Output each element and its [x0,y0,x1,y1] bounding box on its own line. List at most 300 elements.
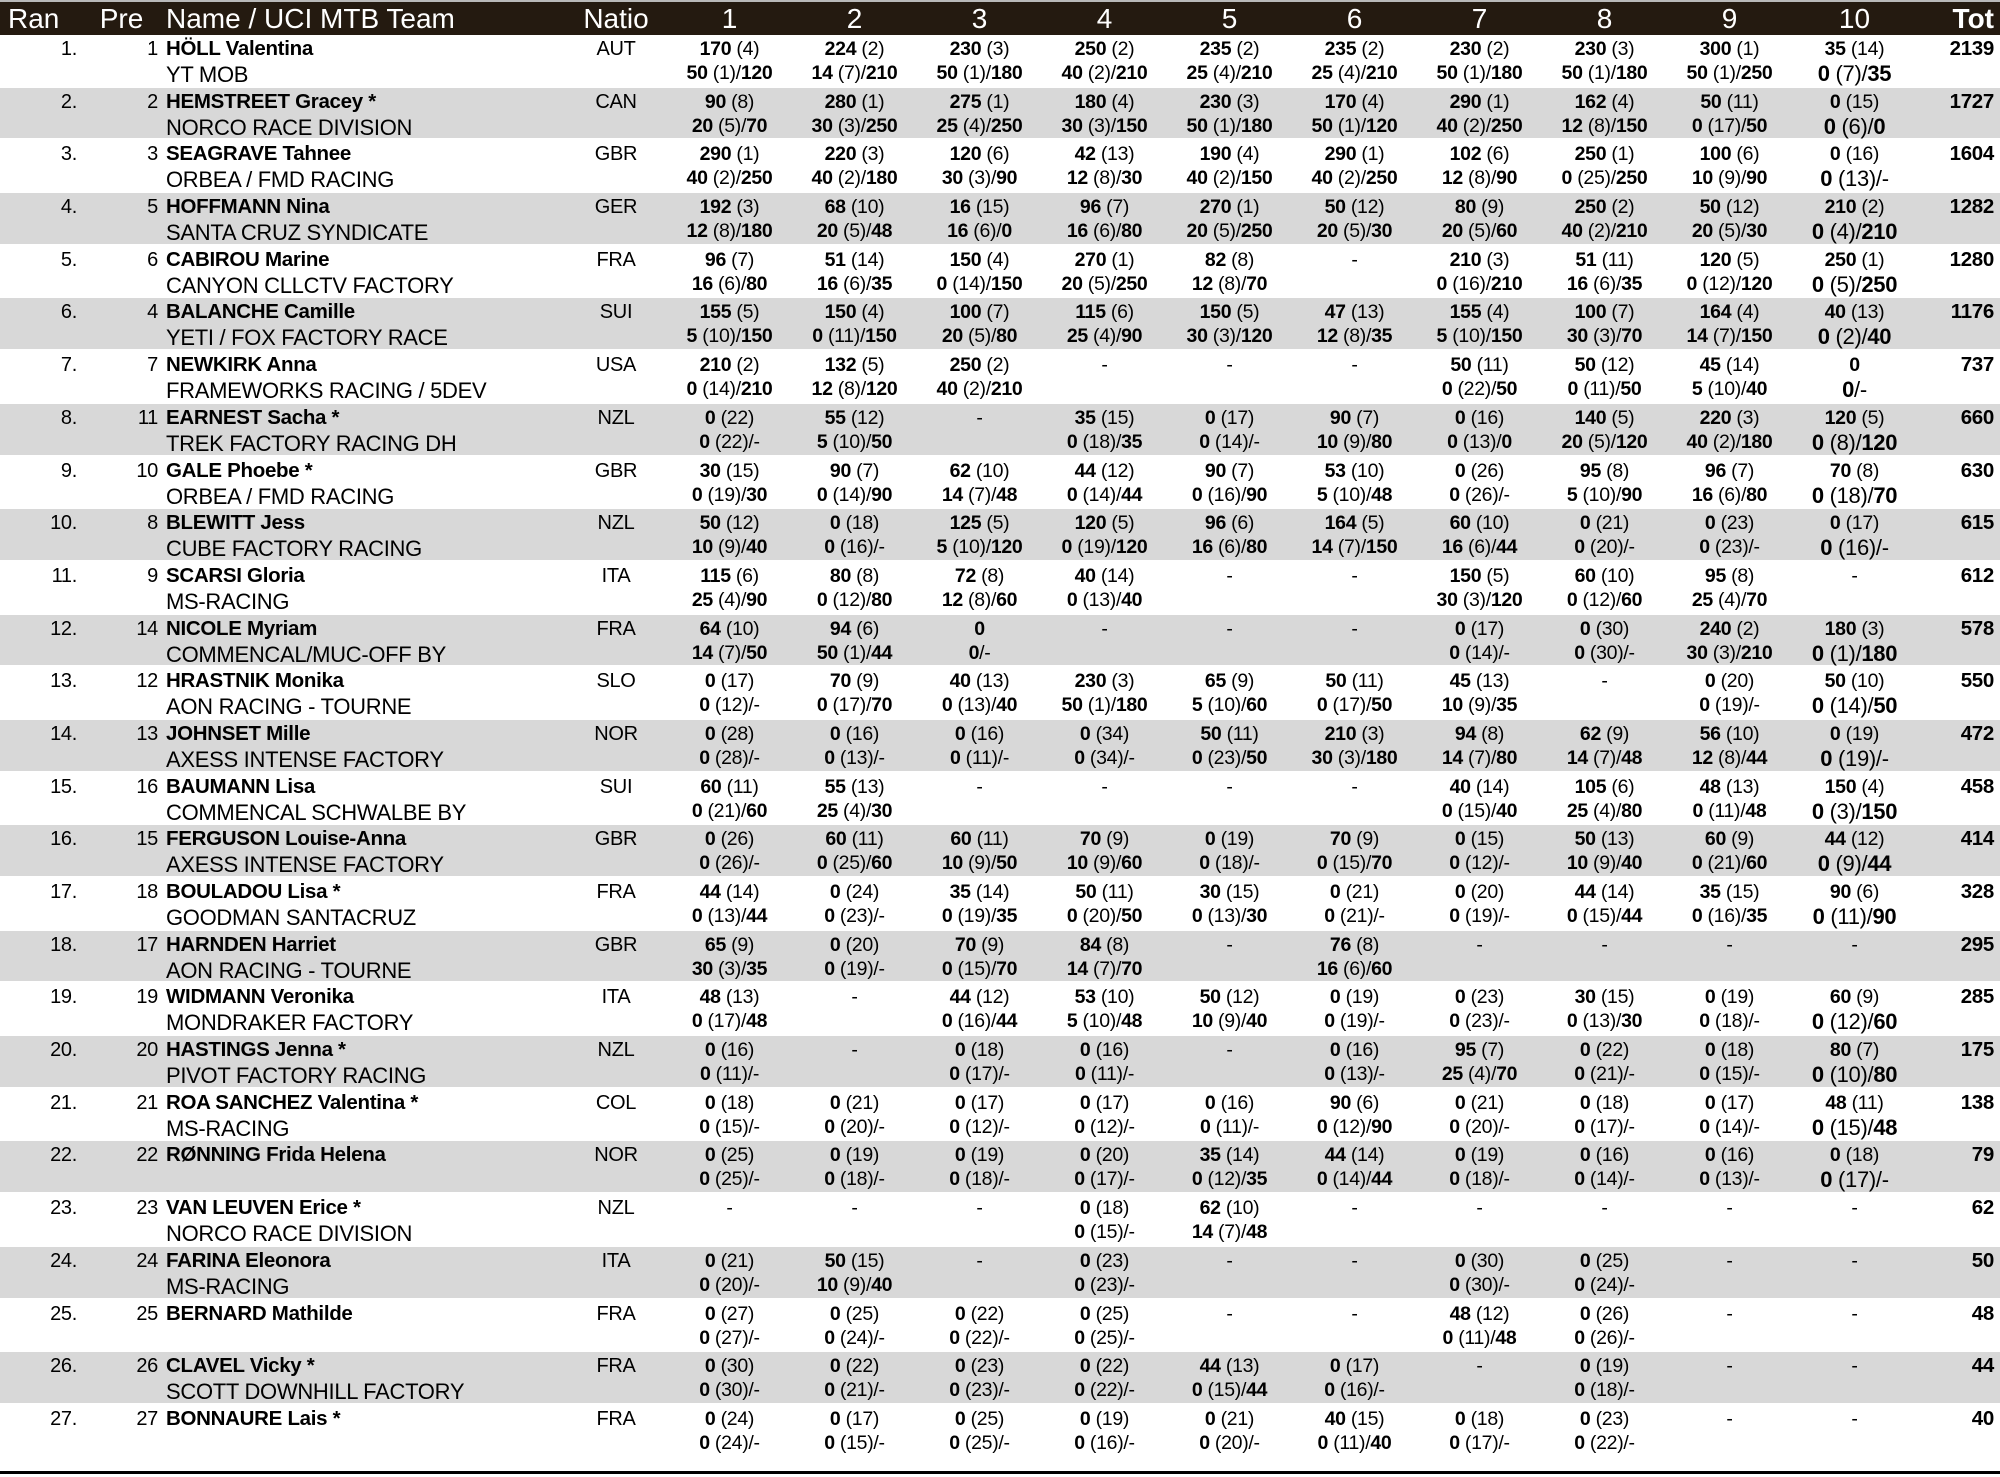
round-points-line2: 0 (12)/80 [816,588,893,611]
prev-rank-cell: 11 [137,406,158,429]
round-points-line1: 0 (25) [1579,1249,1630,1272]
round-points-line2: 30 (3)/120 [1186,325,1273,348]
nationality-cell: NZL [597,512,635,535]
total-cell: 1727 [1949,89,1994,113]
round-3-cell [917,142,1042,191]
table-row [0,404,2000,457]
round-points-line2: 0 (17)/- [1574,1115,1635,1138]
round-points-line2: 0 (16)/- [1820,535,1889,561]
round-points-line1: 280 (1) [824,90,885,113]
round-points-line1: - [1726,933,1733,956]
round-points-line1: 50 (12) [1574,354,1635,377]
table-row [0,140,2000,193]
table-row [0,562,2000,615]
round-points-line1: 44 (12) [949,986,1010,1009]
round-points-line2: 12 (8)/35 [1316,325,1393,348]
round-points-line1: - [1601,933,1608,956]
round-9-cell [1667,1302,1792,1326]
round-points-line1: 0 (19) [1204,828,1255,851]
prev-rank-cell: 3 [147,143,158,166]
round-points-line1: 40 (14) [1074,564,1135,587]
round-points-line1: 0 (17) [1079,1091,1130,1114]
round-points-line2: 5 (10)/48 [1066,1010,1143,1033]
round-8-cell [1542,1354,1667,1403]
round-points-line1: 0 (16) [1079,1039,1130,1062]
rider-name: CLAVEL Vicky * [166,1354,315,1378]
round-points-line2: 0 (18)/- [1449,1168,1510,1191]
round-points-line2: 14 (7)/48 [941,483,1018,506]
round-points-line2: 30 (3)/90 [941,167,1018,190]
round-points-line2: 25 (4)/250 [936,114,1023,137]
round-points-line1: 180 (3) [1824,617,1885,640]
table-body [0,35,2000,1458]
round-points-line1: 0 (15) [1454,828,1505,851]
rider-name: HASTINGS Jenna * [166,1038,346,1062]
round-points-line2: 0 (13)/44 [691,905,768,927]
name-team-cell [160,1407,565,1431]
round-points-line1: 192 (3) [699,196,760,219]
nationality-cell: ITA [601,564,631,587]
total-cell: 40 [1971,1406,1994,1430]
rank-cell: 17. [50,881,77,903]
round-points-line2: 0 (17)/48 [691,1010,768,1033]
round-points-line2: 40 (2)/210 [1561,220,1648,243]
round-points-line2: 20 (5)/120 [1561,430,1648,453]
round-points-line2: 16 (6)/35 [816,272,893,295]
nationality-cell: NZL [597,1197,635,1220]
round-points-line2: 0 (23)/- [1074,1273,1135,1296]
team-name: MS-RACING [166,1115,290,1141]
round-5-cell [1167,195,1292,244]
name-team-cell [160,1038,565,1089]
nationality-cell: COL [595,1091,637,1114]
round-3-cell [917,300,1042,349]
team-name: AON RACING - TOURNE [166,957,412,983]
round-points-line1: 50 (11) [1200,722,1259,745]
round-points-line1: 230 (3) [1574,38,1635,60]
round-points-line2: 0 (22)/- [949,1326,1010,1349]
round-10-cell [1792,985,1917,1034]
round-points-line2: 0/- [968,641,991,664]
round-6-cell [1292,353,1417,377]
round-points-line1: 50 (10) [1824,670,1885,693]
round-points-line2: 50 (1)/250 [1686,62,1773,84]
rank-cell: 1. [60,38,77,60]
name-team-cell [160,669,565,720]
round-5-cell [1167,880,1292,929]
round-points-line2: 50 (1)/120 [1311,114,1398,137]
round-points-line1: 0 (17) [1454,617,1505,640]
round-points-line1: 0 (19) [1579,1355,1630,1378]
round-points-line2: 16 (6)/60 [1316,957,1393,980]
name-team-cell [160,1354,565,1405]
round-points-line1: 275 (1) [949,90,1010,113]
round-4-cell [1042,722,1167,771]
round-points-line1: 80 (8) [829,564,880,587]
round-7-cell [1417,195,1542,244]
round-points-line1: - [1726,1407,1733,1430]
table-row [0,246,2000,299]
round-points-line2: 0 (25)/250 [1561,167,1648,190]
round-2-cell [792,617,917,666]
round-points-line1: 65 (9) [1204,670,1255,693]
round-8-cell [1542,1407,1667,1456]
round-points-line1: - [1226,564,1233,587]
round-points-line1: 0 (24) [704,1407,755,1430]
round-points-line2: 0 (12)/60 [1566,588,1643,611]
round-10-cell [1792,1038,1917,1087]
round-points-line1: 120 (6) [949,143,1010,166]
round-points-line1: 50 (12) [1199,986,1260,1009]
round-3-cell [917,1302,1042,1351]
round-8-cell [1542,300,1667,349]
round-2-cell [792,722,917,771]
round-points-line1: 50 (11) [1325,670,1384,693]
round-points-line2: 0 (11)/- [1199,1115,1260,1138]
prev-rank-cell: 17 [136,933,158,956]
team-name: SANTA CRUZ SYNDICATE [166,220,429,246]
team-name: TREK FACTORY RACING DH [166,430,457,456]
round-points-line2: 0 (24)/- [1574,1273,1635,1296]
round-points-line1: 55 (13) [824,775,885,798]
round-points-line2: 0 (21)/60 [691,799,768,822]
round-points-line1: 0 (21) [1204,1407,1255,1430]
round-points-line1: 0 (16) [954,722,1005,745]
round-points-line2: 50 (1)/180 [1061,694,1148,717]
round-points-line1: 60 (9) [1704,828,1755,851]
round-7-cell [1417,880,1542,929]
round-points-line2: 20 (5)/30 [1691,220,1768,243]
rank-cell: 24. [50,1249,77,1272]
name-team-cell [160,37,565,88]
round-points-line1: 0 [974,617,985,640]
round-points-line1: 40 (14) [1449,775,1510,798]
nationality-cell: SUI [599,301,633,324]
rider-name: ROA SANCHEZ Valentina * [166,1090,419,1114]
rank-cell: 4. [60,196,77,219]
round-points-line1: 0 (23) [954,1355,1005,1378]
rank-cell: 15. [50,775,77,798]
prev-rank-cell: 7 [147,354,158,377]
round-3-cell [917,1249,1042,1273]
round-points-line1: 60 (11) [700,775,759,798]
round-points-line1: 48 (11) [1825,1091,1884,1114]
round-6-cell [1292,617,1417,641]
rider-name: FERGUSON Louise-Anna [166,827,407,851]
round-points-line2: 30 (3)/250 [811,114,898,137]
round-points-line1: 35 (14) [949,881,1010,903]
table-row [0,1141,2000,1194]
round-points-line1: 56 (10) [1699,722,1760,745]
round-points-line2: 0 (18)/- [1574,1379,1635,1402]
round-points-line1: 190 (4) [1199,143,1260,166]
round-points-line2: 0 (22)/- [699,430,760,453]
round-points-line1: 45 (13) [1449,670,1510,693]
round-points-line1: - [1851,933,1858,956]
total-cell: 138 [1960,1090,1994,1114]
round-points-line2: 0 (17)/50 [1691,114,1768,137]
prev-rank-cell: 13 [136,722,158,745]
round-8-cell [1542,722,1667,771]
round-points-line2: 14 (7)/70 [1066,957,1143,980]
round-5-cell [1167,37,1292,86]
total-cell: 295 [1960,932,1994,956]
round-10-cell [1792,353,1917,402]
round-4-cell [1042,37,1167,86]
round-points-line2: 0 (21)/60 [1691,852,1768,875]
round-points-line2: 0 (26)/- [1574,1326,1635,1349]
round-points-line1: 0 (19) [1454,1144,1505,1167]
round-9-cell [1667,1354,1792,1378]
team-name: YETI / FOX FACTORY RACE [166,325,448,351]
round-points-line2: 12 (8)/70 [1191,272,1268,295]
round-points-line1: 0 (21) [704,1249,755,1272]
round-points-line1: 0 (20) [1704,670,1755,693]
total-cell: 615 [1960,511,1994,535]
round-2-cell [792,511,917,560]
round-points-line1: 0 (16) [1454,406,1505,429]
round-7-cell [1417,406,1542,455]
round-3-cell [917,880,1042,929]
table-row [0,1036,2000,1089]
total-cell: 1604 [1949,142,1994,166]
round-points-line2: 5 (10)/90 [1566,483,1643,506]
rider-name: VAN LEUVEN Erice * [166,1196,361,1220]
round-points-line2: 0 (19)/120 [1061,536,1148,559]
round-points-line2: 0 (12)/- [1074,1115,1135,1138]
round-1-cell [667,827,792,876]
round-2-cell [792,1407,917,1456]
round-7-cell [1417,300,1542,349]
round-10-cell [1792,1143,1917,1192]
round-2-cell [792,459,917,508]
round-points-line2: 50 (1)/180 [936,62,1023,84]
round-points-line1: 300 (1) [1699,38,1760,60]
round-points-line2: 0 (24)/- [699,1431,760,1454]
round-points-line2: 0 (9)/44 [1817,851,1892,877]
round-2-cell [792,300,917,349]
round-1-cell [667,775,792,824]
round-points-line1: 155 (5) [699,301,760,324]
nationality-cell: USA [595,354,637,377]
round-points-line2: 0 (24)/- [824,1326,885,1349]
round-points-line2: 0 (4)/210 [1811,219,1898,245]
team-name: CUBE FACTORY RACING [166,536,422,562]
round-points-line1: - [1851,1355,1858,1378]
round-points-line2: 14 (7)/50 [691,641,768,664]
round-points-line2: 0 (15)/- [1699,1063,1760,1086]
round-points-line1: 0 (19) [1704,986,1755,1009]
round-9-cell [1667,775,1792,824]
round-points-line2: 0 (15)/44 [1191,1379,1268,1402]
round-points-line1: - [1226,775,1233,798]
header-round-4: 4 [1096,3,1113,34]
round-2-cell [792,195,917,244]
round-5-cell [1167,564,1292,588]
round-points-line2: 0 (12)/90 [1316,1115,1393,1138]
round-6-cell [1292,722,1417,771]
round-2-cell [792,248,917,297]
round-4-cell [1042,406,1167,455]
round-points-line1: 170 (4) [1324,90,1385,113]
round-3-cell [917,985,1042,1034]
round-points-line2: 25 (4)/80 [1566,799,1643,822]
round-points-line1: - [851,1197,858,1220]
round-points-line1: 230 (3) [1074,670,1135,693]
round-points-line1: - [1851,564,1858,587]
round-9-cell [1667,459,1792,508]
round-points-line1: 0 (25) [704,1144,755,1167]
name-team-cell [160,195,565,246]
rank-cell: 21. [50,1091,77,1114]
round-points-line2: 0 (23)/- [1449,1010,1510,1033]
total-cell: 578 [1960,616,1994,640]
nationality-cell: GBR [594,933,638,956]
table-row [0,35,2000,88]
round-6-cell [1292,933,1417,982]
round-9-cell [1667,880,1792,929]
nationality-cell: NZL [597,406,635,429]
rider-name: BERNARD Mathilde [166,1301,353,1325]
round-points-line1: 250 (1) [1574,143,1635,166]
round-points-line1: 0 (16) [1704,1144,1755,1167]
round-points-line1: 55 (12) [824,406,885,429]
round-points-line2: 40 (2)/150 [1186,167,1273,190]
prev-rank-cell: 16 [136,775,158,798]
round-points-line2: 0 (25)/60 [816,852,893,875]
round-points-line2: 30 (3)/35 [691,957,768,980]
round-8-cell [1542,511,1667,560]
round-4-cell [1042,775,1167,799]
round-1-cell [667,195,792,244]
round-points-line1: - [1726,1197,1733,1220]
round-points-line2: 0 (14)/90 [816,483,893,506]
round-points-line1: 84 (8) [1079,933,1130,956]
round-points-line2: 0 (11)/150 [812,325,897,348]
round-points-line2: 0 (13)/0 [1447,430,1512,453]
round-points-line2: 0 (13)/- [1820,166,1889,192]
rank-cell: 27. [50,1407,77,1430]
round-points-line2: 14 (7)/210 [811,62,898,84]
round-points-line2: 0 (12)/- [949,1115,1010,1138]
round-points-line2: 0 (18)/- [949,1168,1010,1191]
table-row [0,825,2000,878]
round-1-cell [667,1249,792,1298]
team-name: AON RACING - TOURNE [166,694,412,720]
round-points-line2: 20 (5)/60 [1441,220,1518,243]
round-points-line1: 230 (3) [949,38,1010,60]
total-cell: 414 [1960,827,1994,851]
rank-cell: 16. [50,828,77,851]
round-points-line2: 0 (11)/48 [1442,1326,1517,1349]
round-9-cell [1667,248,1792,297]
round-points-line2: 0 (20)/- [824,1115,885,1138]
round-points-line1: 0 (25) [954,1407,1005,1430]
round-points-line1: 76 (8) [1329,933,1380,956]
round-points-line1: 70 (9) [829,670,880,693]
header-name-team: Name / UCI MTB Team [166,3,455,34]
round-points-line1: - [976,775,983,798]
nationality-cell: GER [594,196,638,219]
round-6-cell [1292,248,1417,272]
team-name: GOODMAN SANTACRUZ [166,905,416,930]
prev-rank-cell: 6 [147,248,158,271]
round-points-line2: 0 (14)/44 [1066,483,1143,506]
round-points-line2: 25 (4)/90 [1066,325,1143,348]
nationality-cell: ITA [601,1249,631,1272]
nationality-cell: NOR [594,1144,638,1167]
round-points-line1: 60 (10) [1574,564,1635,587]
round-points-line1: 0 (26) [1454,459,1505,482]
round-points-line2: 0 (19)/- [1820,745,1889,771]
round-6-cell [1292,37,1417,86]
round-5-cell [1167,406,1292,455]
round-points-line2: 0 (23)/- [824,905,885,927]
round-points-line1: 235 (2) [1324,38,1385,60]
round-points-line1: 50 (12) [1324,196,1385,219]
round-points-line2: 40 (2)/180 [811,167,898,190]
round-1-cell [667,90,792,139]
header-round-10: 10 [1838,3,1871,34]
round-points-line1: 50 (15) [824,1249,885,1272]
round-9-cell [1667,406,1792,455]
round-9-cell [1667,90,1792,139]
round-5-cell [1167,669,1292,718]
round-1-cell [667,1196,792,1220]
nationality-cell: FRA [596,1407,636,1430]
team-name: AXESS INTENSE FACTORY [166,746,444,772]
round-3-cell [917,775,1042,799]
round-3-cell [917,195,1042,244]
round-points-line1: 0 (18) [954,1039,1005,1062]
nationality-cell: NOR [594,722,638,745]
round-points-line2: 10 (9)/35 [1441,694,1518,717]
name-team-cell [160,353,565,404]
round-3-cell [917,1038,1042,1087]
round-points-line1: 80 (9) [1454,196,1505,219]
round-7-cell [1417,827,1542,876]
round-9-cell [1667,827,1792,876]
table-header [0,0,2000,35]
round-2-cell [792,1143,917,1192]
total-cell: 62 [1971,1196,1994,1220]
round-points-line2: 25 (4)/70 [1441,1063,1518,1086]
round-4-cell [1042,669,1167,718]
round-points-line1: 50 (11) [1075,881,1134,903]
round-5-cell [1167,1196,1292,1245]
round-10-cell [1792,1354,1917,1378]
round-points-line1: 0 (16) [1329,1039,1380,1062]
round-10-cell [1792,1302,1917,1326]
team-name: CANYON CLLCTV FACTORY [166,272,454,298]
round-points-line1: 0 (21) [1454,1091,1505,1114]
round-points-line2: 0 (17)/- [1074,1168,1135,1191]
round-1-cell [667,353,792,402]
round-points-line2: 0 (12)/- [1449,852,1510,875]
round-points-line2: 0 (18)/35 [1066,430,1143,453]
round-points-line1: 0 (16) [1579,1144,1630,1167]
round-points-line1: - [1601,1197,1608,1220]
round-points-line2: 16 (6)/80 [691,272,768,295]
round-points-line1: 44 (12) [1824,828,1885,851]
round-points-line1: 0 (17) [954,1091,1005,1114]
round-points-line1: 210 (3) [1449,248,1510,271]
round-points-line2: 10 (9)/90 [1691,167,1768,190]
name-team-cell [160,1196,565,1247]
round-6-cell [1292,564,1417,588]
round-3-cell [917,669,1042,718]
round-points-line1: 65 (9) [704,933,755,956]
